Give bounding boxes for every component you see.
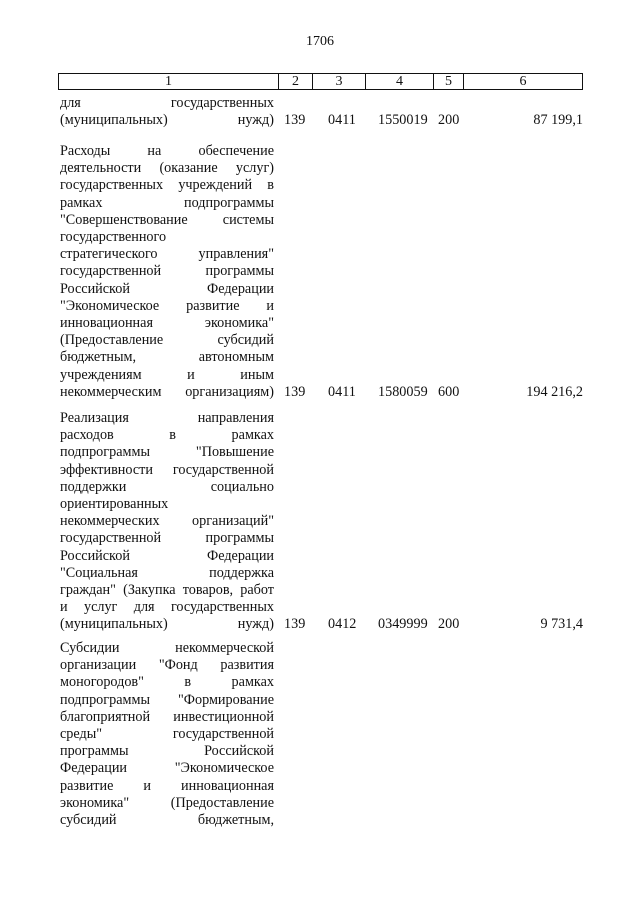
description-line: (Предоставление субсидий — [60, 332, 274, 349]
description-line: бюджетным, автономным — [60, 349, 274, 366]
description-line: (муниципальных) нужд) — [60, 616, 274, 633]
description-line: поддержки социально — [60, 478, 274, 495]
header-col-5: 5 — [434, 74, 464, 89]
row-values — [60, 616, 585, 633]
header-col-1: 1 — [59, 74, 279, 89]
description-line: для государственных — [60, 95, 274, 111]
description-line: подпрограммы "Повышение — [60, 444, 274, 461]
description-line: программы Российской — [60, 743, 274, 760]
row-article: 0349999 — [378, 616, 428, 633]
description-line: граждан" (Закупка товаров, работ — [60, 582, 274, 599]
description-line: моногородов" в рамках — [60, 674, 274, 691]
description-line: Российской Федерации — [60, 547, 274, 564]
row-values — [60, 384, 585, 401]
header-col-4: 4 — [366, 74, 434, 89]
description-line: благоприятной инвестиционной — [60, 708, 274, 725]
description-line: субсидий бюджетным, — [60, 812, 274, 829]
row-amount: 9 731,4 — [540, 616, 583, 633]
description-line: Федерации "Экономическое — [60, 760, 274, 777]
description-line: "Экономическое развитие и — [60, 297, 274, 314]
row-code: 139 — [284, 383, 306, 400]
description-line: государственной программы — [60, 530, 274, 547]
description-line: Реализация направления — [60, 410, 274, 426]
table-header-row — [58, 73, 583, 90]
description-line: государственной программы — [60, 263, 274, 280]
description-line: Субсидии некоммерческой — [60, 640, 274, 656]
description-line: расходов в рамках — [60, 427, 274, 444]
row-description — [60, 640, 274, 829]
page-number: 1706 — [306, 34, 334, 49]
description-line: "Совершенствование системы — [60, 211, 274, 228]
description-line: Российской Федерации — [60, 280, 274, 297]
description-line: "Социальная поддержка — [60, 564, 274, 581]
description-line: инновационная экономика" — [60, 315, 274, 332]
description-line: подпрограммы "Формирование — [60, 691, 274, 708]
header-col-2: 2 — [279, 74, 313, 89]
description-line: Расходы на обеспечение — [60, 143, 274, 159]
description-line: государственного — [60, 229, 167, 246]
description-line: деятельности (оказание услуг) — [60, 160, 274, 177]
header-col-6: 6 — [519, 74, 527, 89]
description-line: (муниципальных) нужд) — [60, 112, 274, 129]
header-col-3: 3 — [313, 74, 366, 89]
row-section: 0411 — [328, 112, 356, 129]
row-section: 0411 — [328, 383, 356, 400]
description-line: организации "Фонд развития — [60, 657, 274, 674]
row-type: 600 — [438, 383, 460, 400]
description-line: стратегического управления" — [60, 246, 274, 263]
description-line: некоммерческих организаций" — [60, 513, 274, 530]
row-description — [60, 143, 274, 401]
description-line: некоммерческим организациям) — [60, 383, 274, 400]
description-line: среды" государственной — [60, 726, 274, 743]
description-line: рамках подпрограммы — [60, 194, 274, 211]
description-line: ориентированных — [60, 496, 169, 513]
row-type: 200 — [438, 112, 460, 129]
row-description — [60, 410, 274, 634]
row-section: 0412 — [328, 616, 357, 633]
description-line: развитие и инновационная — [60, 777, 274, 794]
description-line: эффективности государственной — [60, 461, 274, 478]
row-article: 1580059 — [378, 383, 428, 400]
row-code: 139 — [284, 112, 306, 129]
description-line: и услуг для государственных — [60, 599, 274, 616]
row-amount: 87 199,1 — [533, 112, 583, 129]
row-amount: 194 216,2 — [526, 383, 583, 400]
description-line: государственных учреждений в — [60, 177, 274, 194]
description-line: учреждениям и иным — [60, 366, 274, 383]
description-line: экономика" (Предоставление — [60, 794, 274, 811]
row-code: 139 — [284, 616, 306, 633]
row-type: 200 — [438, 616, 460, 633]
row-values — [60, 112, 585, 129]
row-article: 1550019 — [378, 112, 428, 129]
